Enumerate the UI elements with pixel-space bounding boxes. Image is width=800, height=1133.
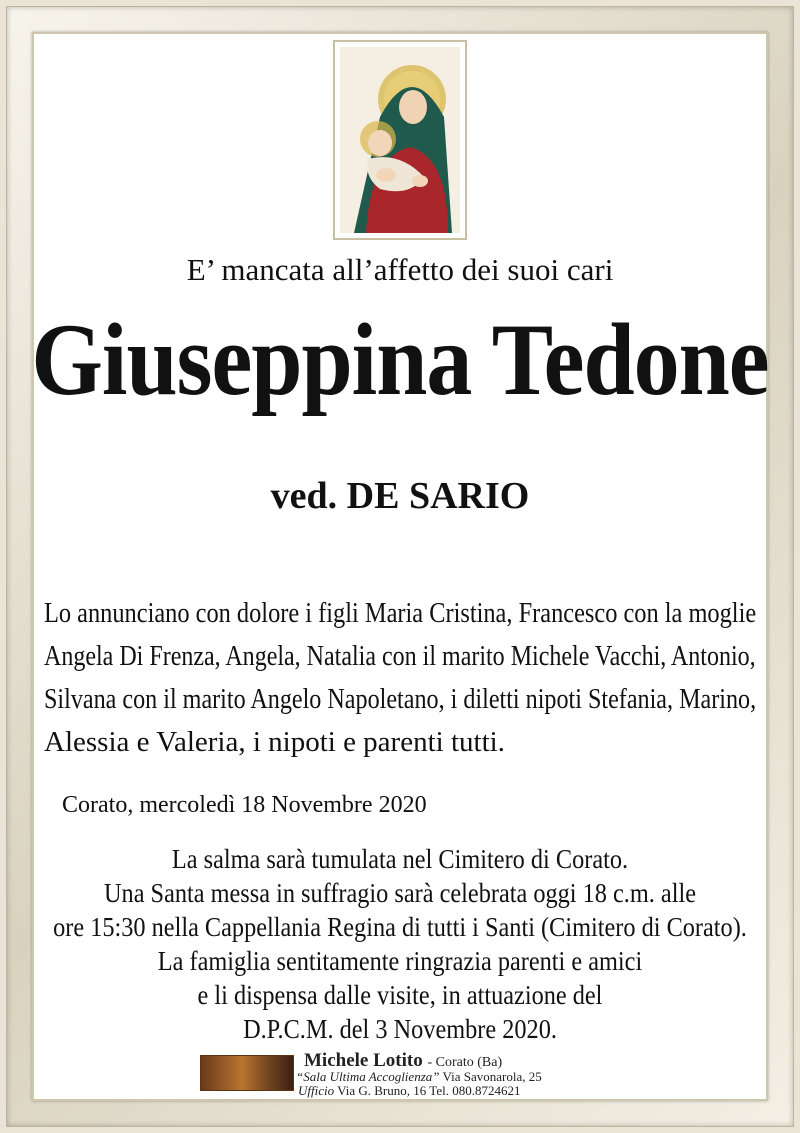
announcement-line: Angela Di Frenza, Angela, Natalia con il marito Michele Vacchi, Antonio, <box>44 640 756 672</box>
details-paragraph <box>0 842 800 1046</box>
announcement-line: Lo annunciano con dolore i figli Maria Cristina, Francesco con la moglie <box>44 597 757 629</box>
details-line: La famiglia sentitamente ringrazia parenti e amici <box>157 946 643 976</box>
place-date: Corato, mercoledì 18 Novembre 2020 <box>62 792 427 818</box>
deceased-name: Giuseppina Tedone <box>31 302 769 417</box>
details-line: D.P.C.M. del 3 Novembre 2020. <box>243 1014 557 1044</box>
company-city: - Corato (Ba) <box>427 1055 503 1070</box>
announcement-line: Silvana con il marito Angelo Napoletano, i diletti nipoti Stefania, Marino, <box>44 683 757 715</box>
office-label: Ufficio <box>298 1083 335 1098</box>
hall-name: “Sala Ultima Accoglienza” <box>296 1069 440 1084</box>
funeral-home-footer <box>200 1050 620 1096</box>
details-line: ore 15:30 nella Cappellania Regina di tutti i Santi (Cimitero di Corato). <box>53 912 747 942</box>
madonna-and-child-image <box>340 47 460 233</box>
hall-address: Via Savonarola, 25 <box>442 1069 542 1084</box>
office-phone: Tel. 080.8724621 <box>429 1083 521 1098</box>
intro-text: E’ mancata all’affetto dei suoi cari <box>186 252 614 287</box>
details-line: La salma sarà tumulata nel Cimitero di Corato. <box>171 844 629 874</box>
madonna-and-child-icon <box>333 40 467 240</box>
office-address: Via G. Bruno, 16 <box>337 1083 427 1098</box>
announcement-line: Alessia e Valeria, i nipoti e parenti tutti. <box>44 726 505 758</box>
funeral-home-logo <box>200 1055 294 1091</box>
details-line: Una Santa messa in suffragio sarà celebrata oggi 18 c.m. alle <box>103 878 697 908</box>
details-line: e li dispensa dalle visite, in attuazione del <box>197 980 603 1010</box>
office-line <box>298 1083 520 1099</box>
announcement-paragraph <box>44 592 760 764</box>
company-name: Michele Lotito <box>304 1050 423 1071</box>
widow-of: ved. DE SARIO <box>270 475 530 517</box>
